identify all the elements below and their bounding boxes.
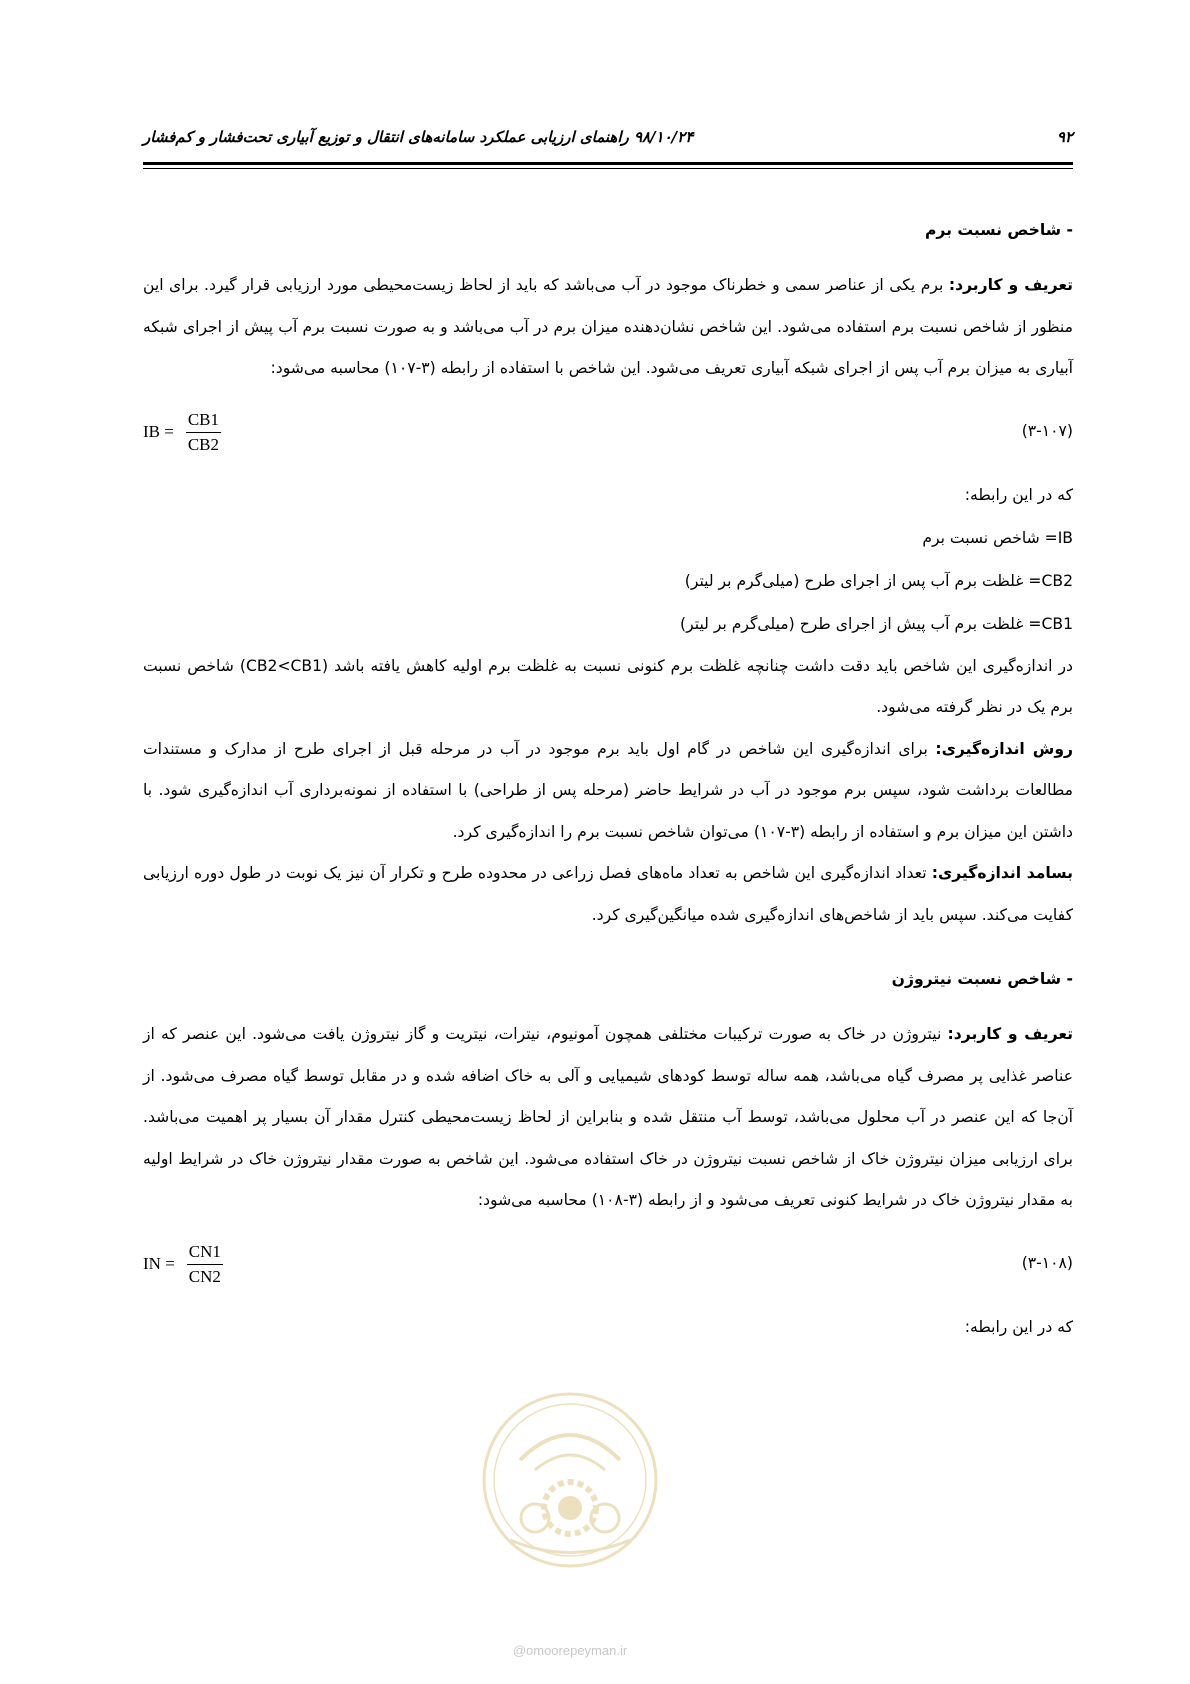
- frequency-label: بسامد اندازه‌گیری:: [931, 864, 1073, 882]
- fraction: [186, 410, 221, 455]
- equation-108: [143, 1242, 1073, 1306]
- equation-formula: [143, 1242, 223, 1287]
- variable-definition: CB2= غلظت برم آب پس از اجرای طرح (میلی‌گرم بر لیتر): [684, 571, 1073, 590]
- definition-text: نیتروژن در خاک به صورت ترکیبات مختلفی همچون آمونیوم، نیترات، نیتریت و گاز نیتروژن یافت می‌شود. این عنصر که از عناصر غذایی پر مصرف گیاه می‌باشد، همه ساله توسط کودهای شیمیایی و آلی به خاک اضافه شده و در مقابل توسط گیاه مصرف می‌شود. از آن‌جا که این عنصر در آب محلول می‌باشد، توسط آب منتقل شده و بنابراین از لحاظ زیست‌محیطی کنترل مقدار آن بسیار پر اهمیت می‌باشد. برای ارزیابی میزان نیتروژن خاک از شاخص نسبت نیتروژن در خاک استفاده می‌شود. این شاخص به صورت مقدار نیتروژن خاک در شرایط اولیه به مقدار نیتروژن خاک در شرایط کنونی تعریف می‌شود و از رابطه (۳-۱۰۸) محاسبه می‌شود:: [143, 1025, 1073, 1209]
- method-label: روش اندازه‌گیری:: [935, 739, 1073, 758]
- variable-definition: IB= شاخص نسبت برم: [922, 528, 1073, 547]
- variable-definition: CB1= غلظت برم آب پیش از اجرای طرح (میلی‌گرم بر لیتر): [680, 614, 1073, 633]
- fraction-denominator: CN2: [188, 1266, 221, 1286]
- running-title: ۹۸/۱۰/۲۴ راهنمای ارزیابی عملکرد سامانه‌های انتقال و توزیع آبیاری تحت‌فشار و کم‌فشار: [143, 128, 694, 146]
- method-text: برای اندازه‌گیری این شاخص در گام اول باید برم موجود در آب در مرحله قبل از اجرای طرح از مدارک و مستندات مطالعات برداشت شود، سپس برم موجود در آب در شرایط حاضر (مرحله پس از طراحی) با استفاده از نمونه‌برداری آب اندازه‌گیری شود. با داشتن این میزان برم و استفاده از رابطه (۳-۱۰۷) می‌توان شاخص نسبت برم را اندازه‌گیری کرد.: [143, 739, 1073, 841]
- equation-107: [143, 410, 1073, 474]
- paragraph-definition-nitrogen: [143, 1014, 1073, 1222]
- paragraph-note: در اندازه‌گیری این شاخص باید دقت داشت چنانچه غلظت برم کنونی نسبت به غلظت برم اولیه کاهش یافته باشد (CB2<CB1) شاخص نسبت برم یک در نظر گرفته می‌شود.: [143, 656, 1073, 716]
- paragraph-frequency: [143, 853, 1073, 936]
- fraction: [187, 1242, 223, 1287]
- equation-lhs: IN =: [143, 1254, 175, 1273]
- page-number: ۹۲: [1056, 128, 1073, 146]
- definition-label: تعریف و کاربرد:: [948, 276, 1074, 294]
- equation-number: (۳-۱۰۸): [1021, 1253, 1073, 1272]
- header-rule-thin: [143, 168, 1073, 169]
- section-heading-bromine: - شاخص نسبت برم: [924, 221, 1073, 239]
- paragraph-method: [143, 729, 1073, 854]
- equation-number: (۳-۱۰۷): [1021, 421, 1073, 440]
- page-body: [143, 215, 1073, 1349]
- definition-label: تعریف و کاربرد:: [947, 1025, 1073, 1043]
- fraction-denominator: CB2: [187, 434, 220, 454]
- paragraph-definition-bromine: [143, 265, 1073, 390]
- where-label: که در این رابطه:: [964, 1317, 1073, 1336]
- page-header: [143, 128, 1073, 154]
- fraction-numerator: CN1: [187, 1242, 223, 1265]
- watermark-seal-icon: [480, 1390, 660, 1570]
- equation-formula: [143, 410, 221, 455]
- watermark-site-text: @omoorepeyman.ir: [512, 1643, 628, 1658]
- section-heading-nitrogen: - شاخص نسبت نیتروژن: [891, 970, 1073, 988]
- equation-lhs: IB =: [143, 422, 174, 441]
- header-rule: [143, 162, 1073, 165]
- frequency-text: تعداد اندازه‌گیری این شاخص به تعداد ماه‌های فصل زراعی در محدوده طرح و تکرار آن نیز یک نوبت در طول دوره ارزیابی کفایت می‌کند. سپس باید از شاخص‌های اندازه‌گیری شده میانگین‌گیری کرد.: [143, 864, 1073, 924]
- definition-text: برم یکی از عناصر سمی و خطرناک موجود در آب می‌باشد که باید از لحاظ زیست‌محیطی مورد ارزیابی قرار گیرد. برای این منظور از شاخص نسبت برم استفاده می‌شود. این شاخص نشان‌دهنده میزان برم در آب می‌باشد و به صورت نسبت برم آب پیش از اجرای شبکه آبیاری به میزان برم آب پس از اجرای شبکه آبیاری تعریف می‌شود. این شاخص با استفاده از رابطه (۳-۱۰۷) محاسبه می‌شود:: [143, 276, 1073, 377]
- fraction-numerator: CB1: [186, 410, 221, 433]
- where-label: که در این رابطه:: [964, 485, 1073, 504]
